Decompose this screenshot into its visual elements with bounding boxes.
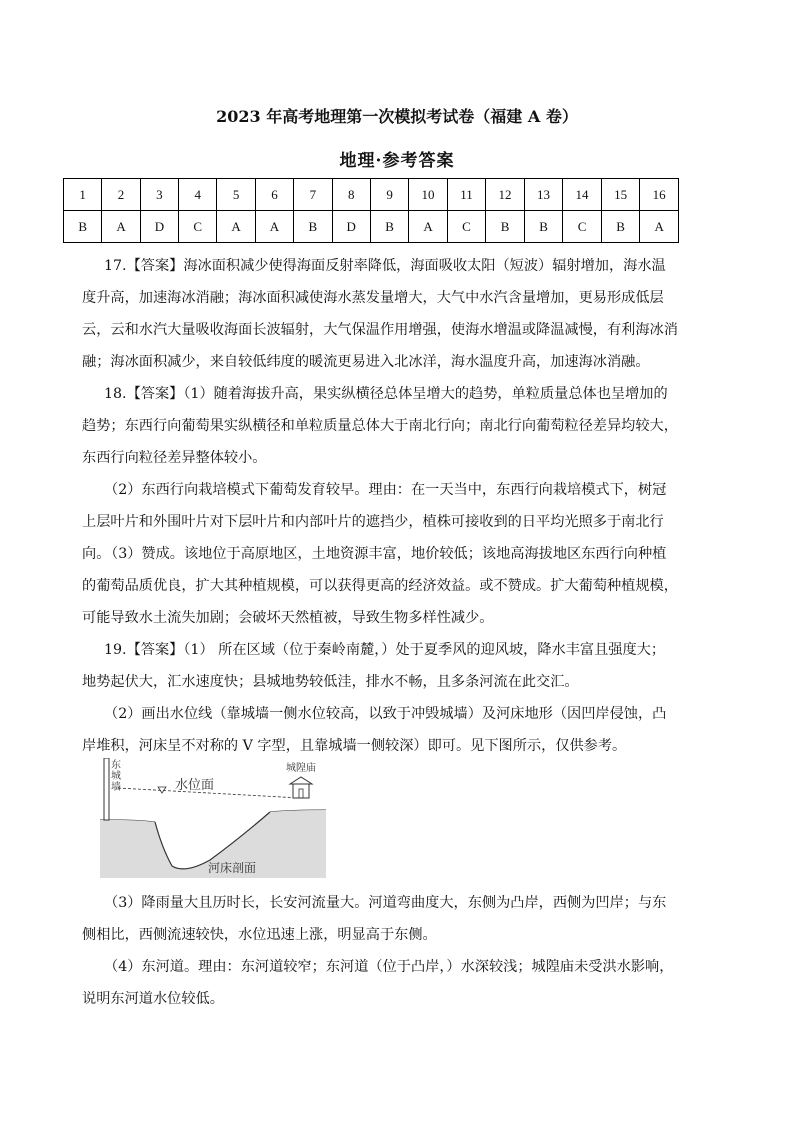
river-cross-section-figure [100, 758, 326, 878]
page-title: 2023 年高考地理第一次模拟考试卷（福建 A 卷） [216, 107, 578, 126]
q18-label: 18.【答案】 [104, 386, 184, 402]
temple-body-icon [293, 784, 309, 798]
question-number-cell: 11 [447, 179, 486, 211]
answer-cell: A [640, 211, 679, 243]
answer-cell: D [140, 211, 178, 243]
question-number-cell: 9 [370, 179, 408, 211]
question-number-cell: 16 [640, 179, 679, 211]
answer-cell: C [563, 211, 602, 243]
question-number-cell: 1 [64, 179, 102, 211]
question-number-cell: 2 [102, 179, 140, 211]
water-label: 水位面 [175, 778, 215, 793]
answer-cell: B [64, 211, 102, 243]
q18-part2: （2）东西行向栽培模式下葡萄发育较早。理由：在一天当中，东西行向栽培模式下，树冠上层叶片和外围叶片对下层叶片和内部叶片的遮挡少，植株可接收到的日平均光照多于南北行向。 [82, 482, 667, 562]
question-number-row [64, 179, 679, 211]
east-wall-shape [104, 758, 109, 820]
q19-part4: （4）东河道。理由：东河道较窄；东河道（位于凸岸，）水深较浅；城隍庙未受洪水影响，说明东河道水位较低。 [82, 959, 674, 1007]
question-number-cell: 4 [179, 179, 217, 211]
temple-roof-icon [290, 777, 312, 784]
q19-label: 19.【答案】 [104, 642, 184, 658]
answer-cell: C [179, 211, 217, 243]
answer-cell: B [370, 211, 408, 243]
answer-cell: D [332, 211, 370, 243]
bed-label: 河床剖面 [208, 861, 257, 875]
q19-part1 [82, 634, 678, 698]
q17-text: 海冰面积减少使得海面反射率降低，海面吸收太阳（短波）辐射增加，海水温度升高，加速海冰消融；海冰面积减使海水蒸发量增大，大气中水汽含量增加，更易形成低层云，云和水汽大量吸收海面长波辐射，大气保温作用增强，使海水增温或降温减慢，有利海冰消融；海冰面积减少，来自较低纬度的暖流更易进入北冰洋，海水温度升高，加速海冰消融。 [82, 258, 678, 370]
question-number-cell: 7 [294, 179, 332, 211]
answer-cell: A [102, 211, 140, 243]
answer-cell: B [601, 211, 640, 243]
page-subtitle: 地理·参考答案 [339, 151, 455, 171]
question-number-cell: 8 [332, 179, 370, 211]
answer-cell: B [524, 211, 563, 243]
q19-part3: （3）降雨量大且历时长，长安河流量大。河道弯曲度大，东侧为凸岸，西侧为凹岸；与东侧相比，西侧流速较快，水位迅速上涨，明显高于东侧。 [82, 895, 667, 943]
question-number-cell: 3 [140, 179, 178, 211]
q19-part2: （2）画出水位线（靠城墙一侧水位较高，以致于冲毁城墙）及河床地形（因凹岸侵蚀，凸岸堆积，河床呈不对称的 V 字型，且靠城墙一侧较深）即可。见下图所示，仅供参考。 [82, 706, 667, 754]
answer-table [63, 178, 679, 243]
q18-part3: （3）赞成。该地位于高原地区，土地资源丰富，地价较低；该地高海拔地区东西行向种植的葡萄品质优良，扩大其种植规模，可以获得更高的经济效益。或不赞成。扩大葡萄种植规模，可能导致水土流失加剧；会破坏天然植被，导致生物多样性减少。 [82, 546, 678, 626]
answer-cell: B [294, 211, 332, 243]
question-number-cell: 14 [563, 179, 602, 211]
question-number-cell: 12 [486, 179, 525, 211]
question-number-cell: 10 [409, 179, 448, 211]
answer-cell: A [409, 211, 448, 243]
wall-label: 东 城 墙 [111, 760, 121, 793]
q17-label: 17.【答案】 [104, 258, 184, 274]
q17-answer [82, 250, 678, 378]
q19-p1-text: （1） 所在区域（位于秦岭南麓，）处于夏季风的迎风坡，降水丰富且强度大；地势起伏大，汇水速度快；县城地势较低洼，排水不畅，且多条河流在此交汇。 [82, 642, 666, 690]
answer-cell: A [217, 211, 255, 243]
q18-p1-text: （1）随着海拔升高，果实纵横径总体呈增大的趋势，单粒质量总体也呈增加的趋势；东西行向葡萄果实纵横径和单粒质量总体大于南北行向；南北行向葡萄粒径差异均较大，东西行向粒径差异整体较小。 [82, 386, 678, 466]
answer-cell: B [486, 211, 525, 243]
question-number-cell: 5 [217, 179, 255, 211]
q18-part1 [82, 378, 678, 474]
answer-cell: C [447, 211, 486, 243]
question-number-cell: 15 [601, 179, 640, 211]
question-number-cell: 13 [524, 179, 563, 211]
answer-cell: A [255, 211, 293, 243]
question-number-cell: 6 [255, 179, 293, 211]
answer-row [64, 211, 679, 243]
temple-label: 城隍庙 [286, 763, 316, 774]
